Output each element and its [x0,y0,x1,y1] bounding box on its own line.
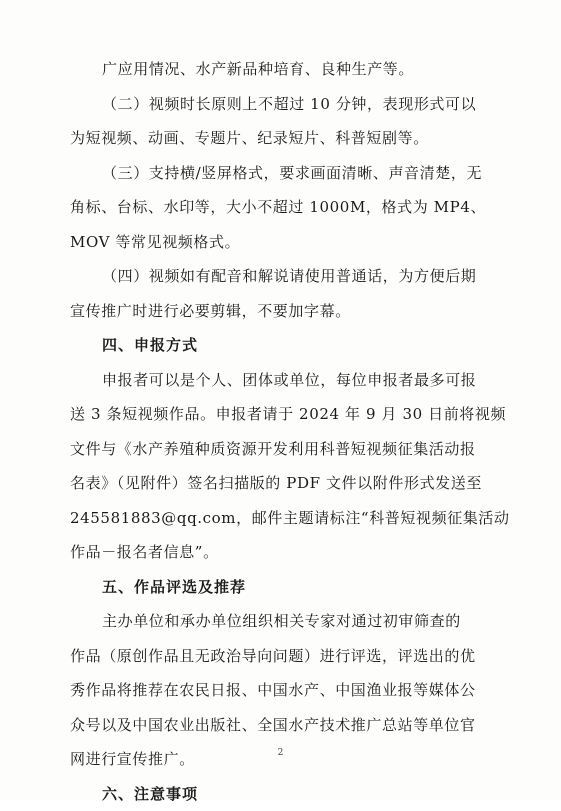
paragraph-line: 众号以及中国农业出版社、全国水产技术推广总站等单位官 [70,708,500,743]
paragraph-line: （三）支持横/竖屏格式，要求画面清晰、声音清楚，无 [70,156,500,191]
paragraph-line: 名表》（见附件）签名扫描版的 PDF 文件以附件形式发送至 [70,466,500,501]
paragraph-line: 秀作品将推荐在农民日报、中国水产、中国渔业报等媒体公 [70,673,500,708]
paragraph-line: 作品（原创作品且无政治导向问题）进行评选，评选出的优 [70,639,500,674]
paragraph-line: 广应用情况、水产新品种培育、良种生产等。 [70,52,500,87]
document-body [70,52,500,811]
section-heading: 五、作品评选及推荐 [70,570,500,605]
section-heading: 六、注意事项 [70,777,500,811]
paragraph-line: 文件与《水产养殖种质资源开发利用科普短视频征集活动报 [70,432,500,467]
paragraph-line: 245581883@qq.com，邮件主题请标注“科普短视频征集活动 [70,501,500,536]
paragraph-line: 主办单位和承办单位组织相关专家对通过初审筛查的 [70,604,500,639]
paragraph-line: 网进行宣传推广。 [70,742,500,777]
paragraph-line: 角标、台标、水印等，大小不超过 1000M，格式为 MP4、 [70,190,500,225]
paragraph-line: 申报者可以是个人、团体或单位，每位申报者最多可报 [70,363,500,398]
paragraph-line: MOV 等常见视频格式。 [70,225,500,260]
paragraph-line: 为短视频、动画、专题片、纪录短片、科普短剧等。 [70,121,500,156]
page-number: 2 [0,748,561,758]
paragraph-line: 宣传推广时进行必要剪辑，不要加字幕。 [70,294,500,329]
paragraph-line: （二）视频时长原则上不超过 10 分钟，表现形式可以 [70,87,500,122]
paragraph-line: 送 3 条短视频作品。申报者请于 2024 年 9 月 30 日前将视频 [70,397,500,432]
paragraph-line: 作品－报名者信息”。 [70,535,500,570]
section-heading: 四、申报方式 [70,328,500,363]
paragraph-line: （四）视频如有配音和解说请使用普通话，为方便后期 [70,259,500,294]
